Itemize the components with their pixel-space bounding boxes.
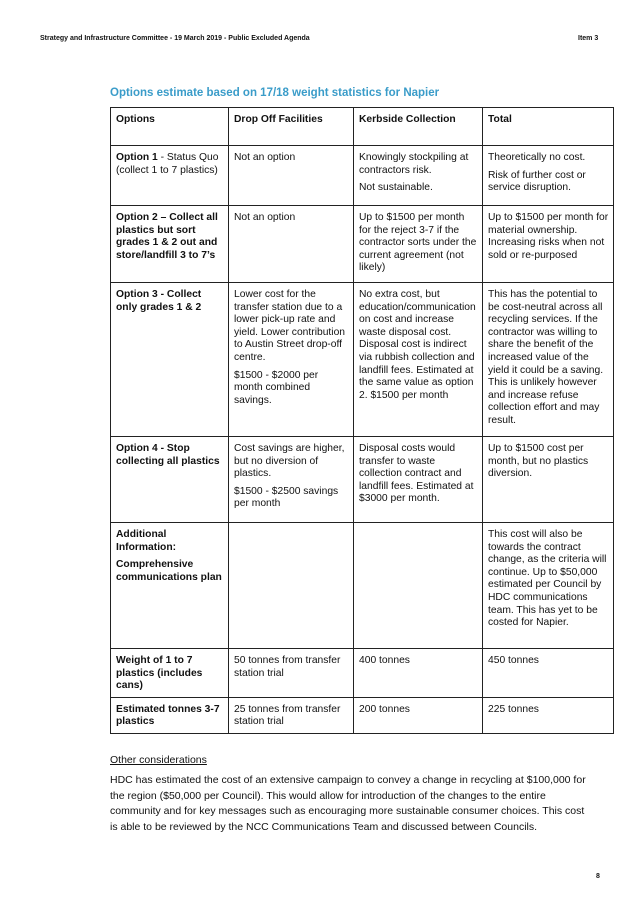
kerbside-cell: Knowingly stockpiling at contractors risk. Not sustainable. (354, 146, 483, 206)
kerbside-cell: Disposal costs would transfer to waste collection contract and landfill fees. Estimated at $3000 per month. (354, 437, 483, 523)
table-row (111, 283, 614, 437)
option-cell: Option 2 – Collect all plastics but sort grades 1 & 2 out and store/landfill 3 to 7’s (111, 206, 229, 283)
total-cell: This cost will also be towards the contract change, as the criteria will continue. Up to $50,000 estimated per Council by HDC communications team. This has yet to be costed for Napier. (483, 523, 614, 649)
kerbside-cell: No extra cost, but education/communication on cost and increase waste disposal cost. Disposal cost is indirect via rubbish collection and landfill fees. Estimated at the same value as option 2. $1500 per month (354, 283, 483, 437)
drop-off-cell: Cost savings are higher, but no diversion of plastics. $1500 - $2500 savings per month (229, 437, 354, 523)
kerbside-cell: 200 tonnes (354, 697, 483, 733)
table-row (111, 437, 614, 523)
drop-off-cell: 50 tonnes from transfer station trial (229, 649, 354, 698)
option-cell: Additional Information: Comprehensive communications plan (111, 523, 229, 649)
total-cell: 450 tonnes (483, 649, 614, 698)
header-kerbside: Kerbside Collection (354, 108, 483, 146)
kerbside-cell: Up to $1500 per month for the reject 3-7 if the contractor sorts under the current agreement (not likely) (354, 206, 483, 283)
drop-off-cell: Lower cost for the transfer station due to a lower pick-up rate and yield. Lower contribution to Austin Street drop-off centre. $1500 - $2000 per month combined savings. (229, 283, 354, 437)
other-considerations-heading: Other considerations (110, 754, 207, 766)
total-cell: Up to $1500 per month for material ownership. Increasing risks when not sold or re-purposed (483, 206, 614, 283)
header-left: Strategy and Infrastructure Committee - 19 March 2019 - Public Excluded Agenda (40, 35, 310, 42)
kerbside-cell (354, 523, 483, 649)
table-row (111, 206, 614, 283)
total-cell: This has the potential to be cost-neutral across all recycling services. If the contractor was willing to share the benefit of the increased value of the yield it could be a saving. This is unlikely however and increase refuse collection effort and may result. (483, 283, 614, 437)
table-row (111, 697, 614, 733)
header-drop-off: Drop Off Facilities (229, 108, 354, 146)
total-cell: Theoretically no cost. Risk of further cost or service disruption. (483, 146, 614, 206)
options-table (110, 107, 614, 734)
section-title: Options estimate based on 17/18 weight statistics for Napier (110, 87, 440, 99)
option-cell: Option 4 - Stop collecting all plastics (111, 437, 229, 523)
table-row (111, 146, 614, 206)
total-cell: Up to $1500 cost per month, but no plastics diversion. (483, 437, 614, 523)
header-item-label: Item 3 (578, 35, 599, 42)
drop-off-cell: Not an option (229, 146, 354, 206)
table-row (111, 523, 614, 649)
header-total: Total (483, 108, 614, 146)
option-cell: Option 3 - Collect only grades 1 & 2 (111, 283, 229, 437)
drop-off-cell (229, 523, 354, 649)
option-cell: Estimated tonnes 3-7 plastics (111, 697, 229, 733)
other-considerations-body: HDC has estimated the cost of an extensive campaign to convey a change in recycling at $100,000 for the region ($50,000 per Council). This would allow for introduction of the changes to the entire community and for key messages such as encouraging more sustainable consumer choices. This cost is able to be reviewed by the NCC Communications Team and discussed between Councils. (110, 774, 586, 833)
drop-off-cell: Not an option (229, 206, 354, 283)
option-cell: Weight of 1 to 7 plastics (includes cans) (111, 649, 229, 698)
kerbside-cell: 400 tonnes (354, 649, 483, 698)
drop-off-cell: 25 tonnes from transfer station trial (229, 697, 354, 733)
table-row (111, 649, 614, 698)
header-options: Options (111, 108, 229, 146)
total-cell: 225 tonnes (483, 697, 614, 733)
table-header-row (111, 108, 614, 146)
page-number: 8 (596, 873, 600, 880)
option-cell: Option 1 - Status Quo (collect 1 to 7 plastics) (111, 146, 229, 206)
